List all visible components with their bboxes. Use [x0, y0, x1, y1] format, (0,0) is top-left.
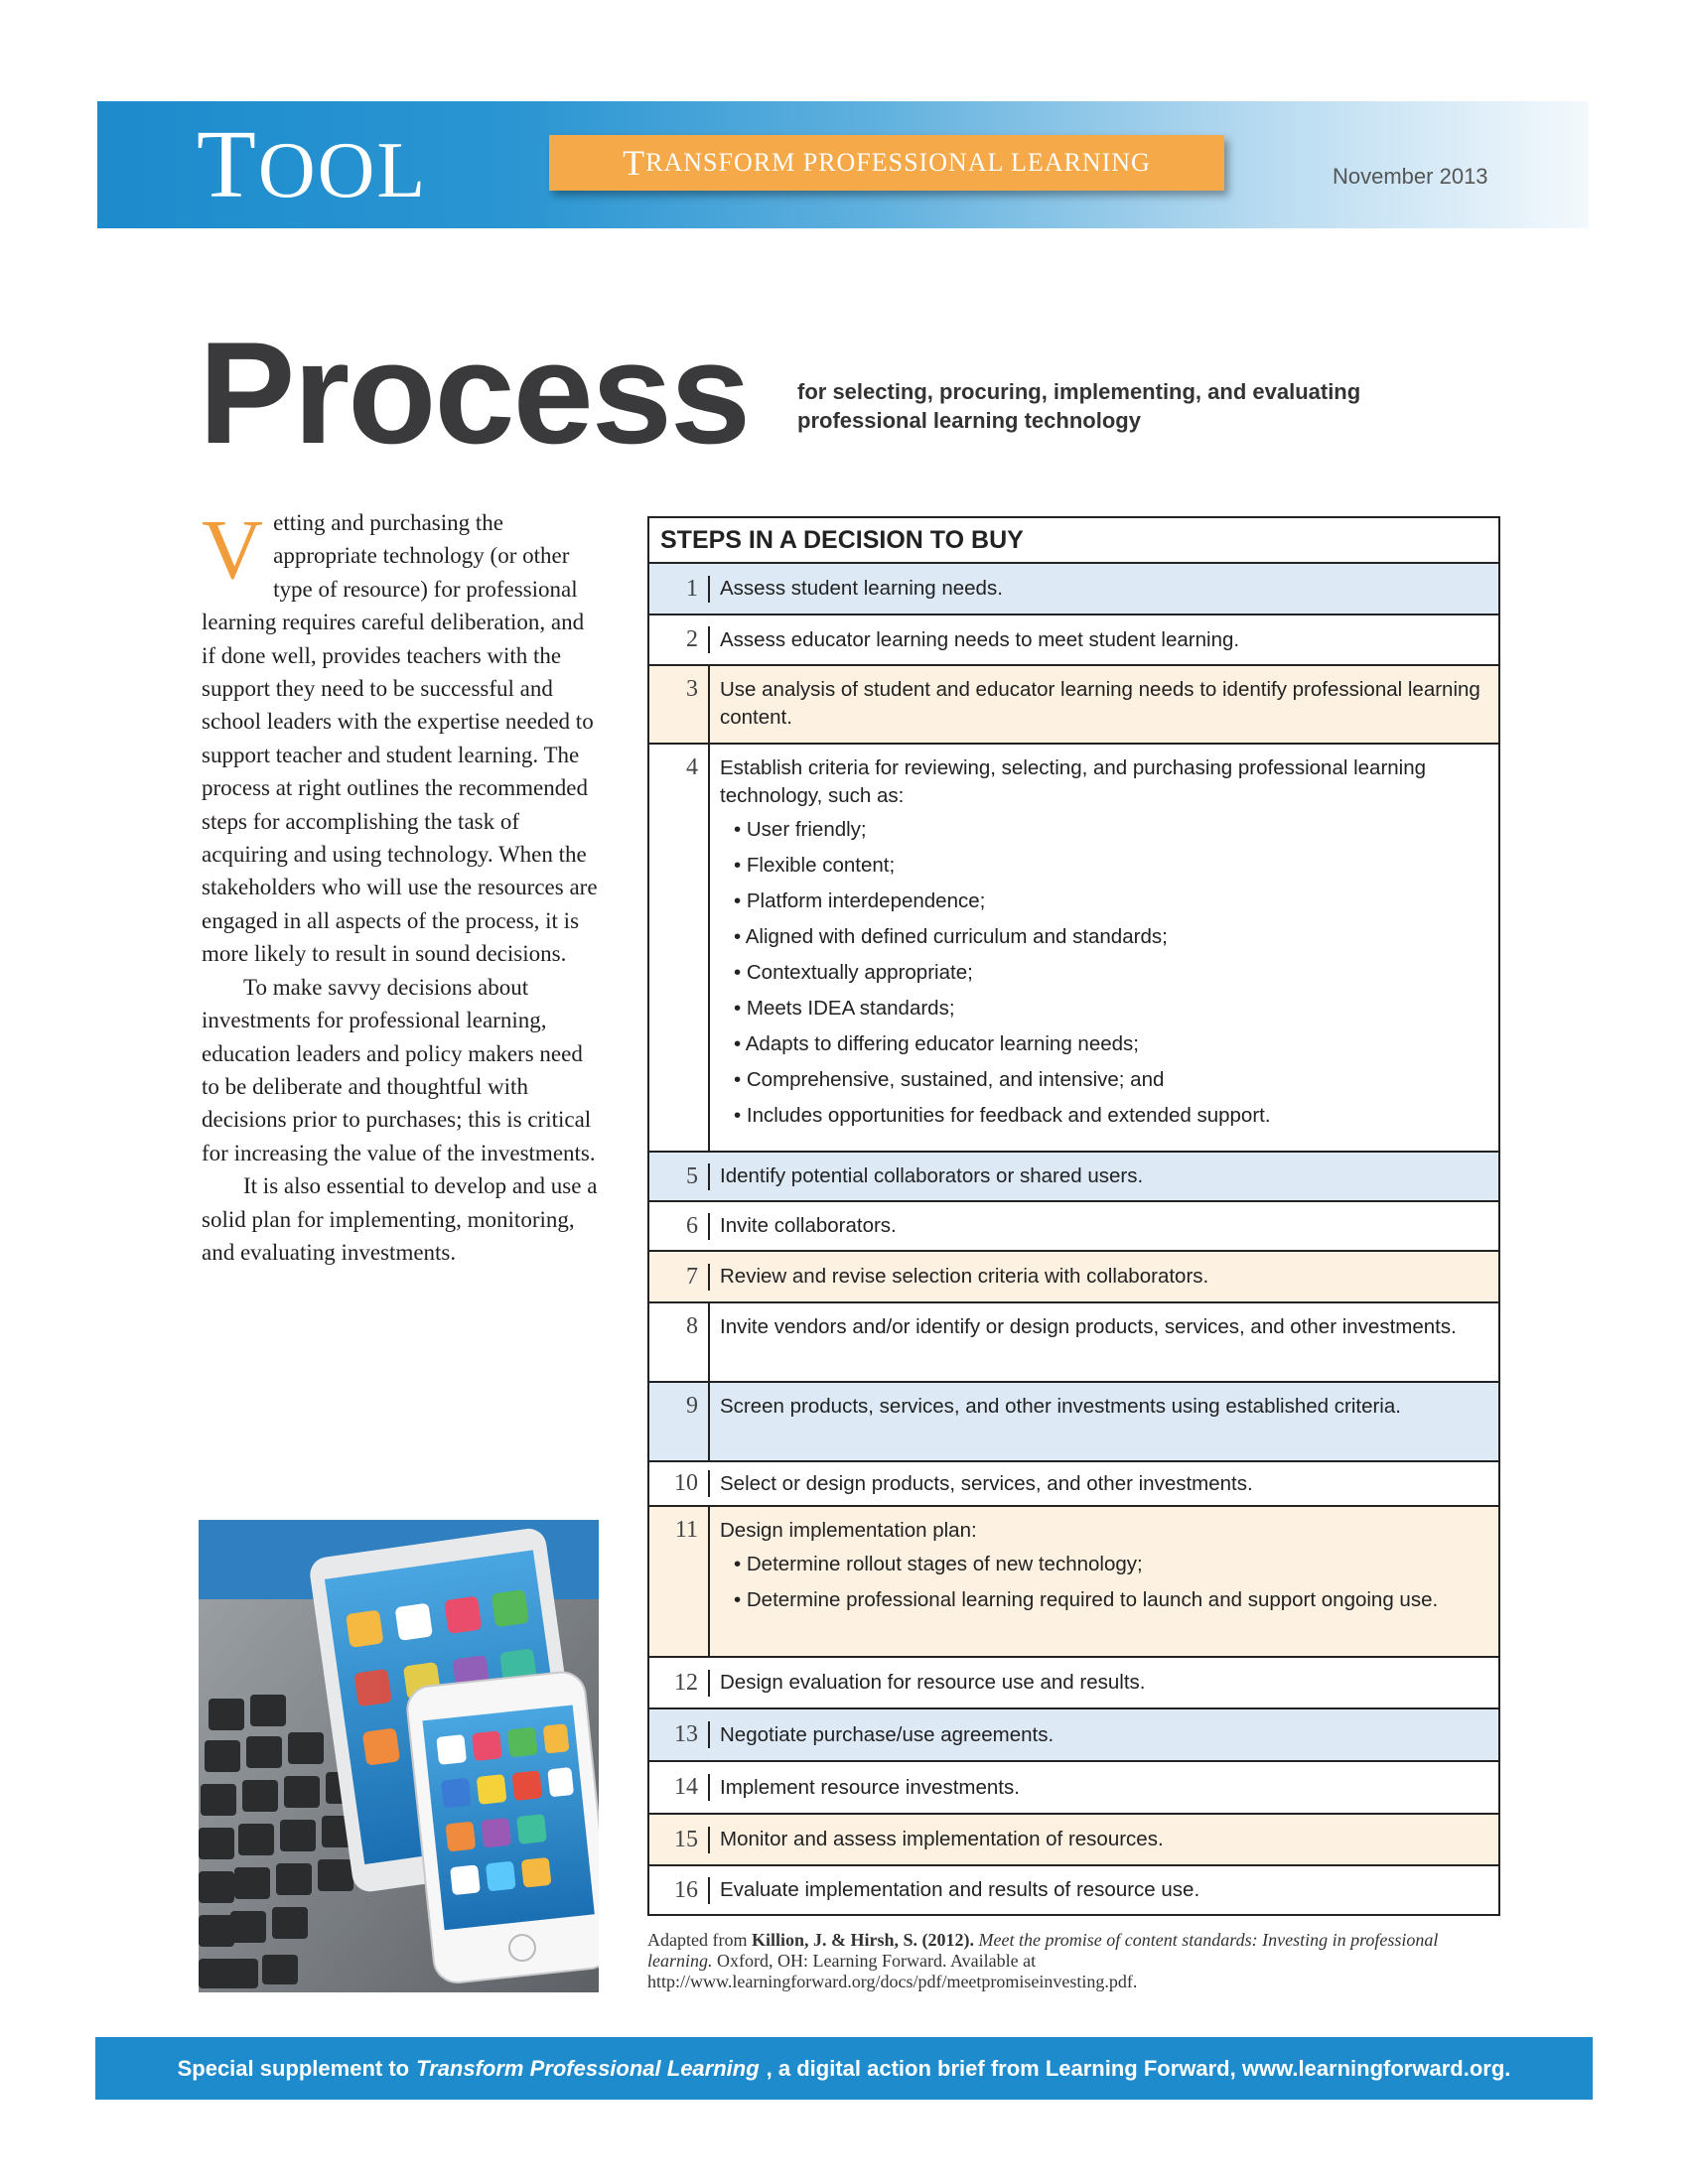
list-item: • Aligned with defined curriculum and standards; [734, 925, 1168, 948]
plan-list [720, 1551, 1488, 1614]
step-text: Evaluate implementation and results of resource use. [720, 1878, 1200, 1901]
table-row-7 [649, 1250, 1498, 1301]
table-row-9 [649, 1381, 1498, 1460]
list-item: • Includes opportunities for feedback and extended support. [734, 1104, 1271, 1127]
step-text: Design evaluation for resource use and results. [720, 1671, 1146, 1694]
publication-name: Transform Professional Learning [416, 2055, 760, 2081]
devices-photo [199, 1520, 599, 1992]
table-row-6 [649, 1200, 1498, 1250]
steps-table [647, 516, 1500, 1916]
table-row-3 [649, 664, 1498, 743]
list-item: • Flexible content; [734, 854, 896, 877]
step-number: 1 [649, 576, 710, 603]
table-row-13 [649, 1707, 1498, 1760]
list-item: • Comprehensive, sustained, and intensive; and [734, 1068, 1165, 1091]
step-text: Invite collaborators. [720, 1214, 897, 1237]
tool-title: TOOL [197, 111, 428, 218]
table-row-15 [649, 1813, 1498, 1864]
step-text: Invite vendors and/or identify or design products, services, and other investments. [720, 1315, 1457, 1338]
step-text [710, 745, 1498, 1151]
step-text: Identify potential collaborators or shared users. [720, 1164, 1144, 1187]
list-item: • Platform interdependence; [734, 889, 986, 912]
step-text [710, 1507, 1498, 1656]
list-item: • Determine rollout stages of new technology; [734, 1553, 1143, 1575]
step-text: Monitor and assess implementation of resources. [720, 1828, 1164, 1850]
intro-paragraph-3: It is also essential to develop and use a solid plan for implementing, monitoring, and evaluating investments. [202, 1173, 598, 1265]
step-number: 12 [649, 1670, 710, 1697]
step-text: Assess educator learning needs to meet student learning. [720, 627, 1240, 651]
list-item: • Contextually appropriate; [734, 961, 973, 984]
step-text: Use analysis of student and educator learning needs to identify professional learning content. [720, 678, 1480, 729]
page-subtitle: for selecting, procuring, implementing, and evaluating professional learning technology [797, 379, 1361, 433]
step-number: 3 [649, 666, 710, 743]
step-text: Implement resource investments. [720, 1775, 1020, 1799]
step-number: 11 [649, 1507, 710, 1656]
step-text: Assess student learning needs. [720, 577, 1003, 600]
devices-photo-illustration [199, 1520, 599, 1992]
step-lead-text: Design implementation plan: [720, 1519, 977, 1542]
citation: Adapted from Killion, J. & Hirsh, S. (2012). Meet the promise of content standards: Investing in professional learning. Oxford, OH: Learning Forward. Available at http://www.learningforward.org/docs/pdf/meetpromiseinvesting.pdf. [647, 1930, 1439, 1991]
step-number: 6 [649, 1213, 710, 1240]
brand-badge: T RANSFORM PROFESSIONAL LEARNING [549, 135, 1224, 191]
citation-authors: Killion, J. & Hirsh, S. (2012). [751, 1930, 974, 1950]
table-row-11 [649, 1505, 1498, 1656]
citation-title: Meet the promise of content standards: Investing in professional learning. [647, 1930, 1439, 1971]
step-number: 14 [649, 1774, 710, 1801]
list-item: • Meets IDEA standards; [734, 997, 955, 1020]
step-number: 15 [649, 1827, 710, 1853]
page-title: Process [199, 312, 750, 474]
list-item: • Adapts to differing educator learning needs; [734, 1032, 1139, 1055]
step-number: 5 [649, 1163, 710, 1190]
table-row-4 [649, 743, 1498, 1151]
issue-date: November 2013 [1333, 164, 1488, 189]
step-number: 16 [649, 1877, 710, 1904]
table-row-12 [649, 1656, 1498, 1707]
steps-table-header: STEPS IN A DECISION TO BUY [649, 518, 1498, 564]
list-item: • User friendly; [734, 818, 867, 841]
step-text: Screen products, services, and other investments using established criteria. [720, 1395, 1401, 1418]
table-row-1 [649, 564, 1498, 614]
step-text: Select or design products, services, and other investments. [720, 1471, 1253, 1495]
step-number: 2 [649, 626, 710, 653]
table-row-14 [649, 1760, 1498, 1813]
dropcap-letter: V [202, 501, 264, 597]
criteria-list [720, 816, 1488, 1130]
table-row-16 [649, 1864, 1498, 1914]
table-row-5 [649, 1151, 1498, 1200]
step-number: 9 [649, 1383, 710, 1460]
intro-text [202, 501, 599, 1269]
footer-text: , a digital action brief from Learning Forward, www.learningforward.org. [766, 2055, 1511, 2081]
step-text: Negotiate purchase/use agreements. [720, 1722, 1055, 1746]
step-lead-text: Establish criteria for reviewing, selecting, and purchasing professional learning technology, such as: [720, 756, 1427, 807]
footer-banner: Special supplement to Transform Professional Learning , a digital action brief from Learning Forward, www.learningforward.org. [95, 2037, 1593, 2100]
table-row-2 [649, 614, 1498, 664]
intro-paragraph-2: To make savvy decisions about investments for professional learning, education leaders and policy makers need to be deliberate and thoughtful with decisions prior to purchases; this is critical for increasing the value of the investments. [202, 974, 596, 1165]
step-number: 10 [649, 1470, 710, 1497]
step-number: 4 [649, 745, 710, 1151]
list-item: • Determine professional learning required to launch and support ongoing use. [734, 1588, 1439, 1611]
intro-paragraph-1: Vetting and purchasing the appropriate technology (or other type of resource) for professional learning requires careful deliberation, and if done well, provides teachers with the support they need to be successful and school leaders with the expertise needed to support teacher and student learning. The process at right outlines the recommended steps for accomplishing the task of acquiring and using technology. When the stakeholders who will use the resources are engaged in all aspects of the process, it is more likely to result in sound decisions. [202, 501, 598, 967]
step-number: 8 [649, 1303, 710, 1381]
table-row-8 [649, 1301, 1498, 1381]
step-text: Review and revise selection criteria with collaborators. [720, 1265, 1209, 1288]
citation-source: Oxford, OH: Learning Forward. Available at http://www.learningforward.org/docs/pdf/meetpromiseinvesting.pdf. [647, 1951, 1138, 1991]
step-number: 7 [649, 1264, 710, 1291]
step-number: 13 [649, 1721, 710, 1748]
table-row-10 [649, 1460, 1498, 1505]
